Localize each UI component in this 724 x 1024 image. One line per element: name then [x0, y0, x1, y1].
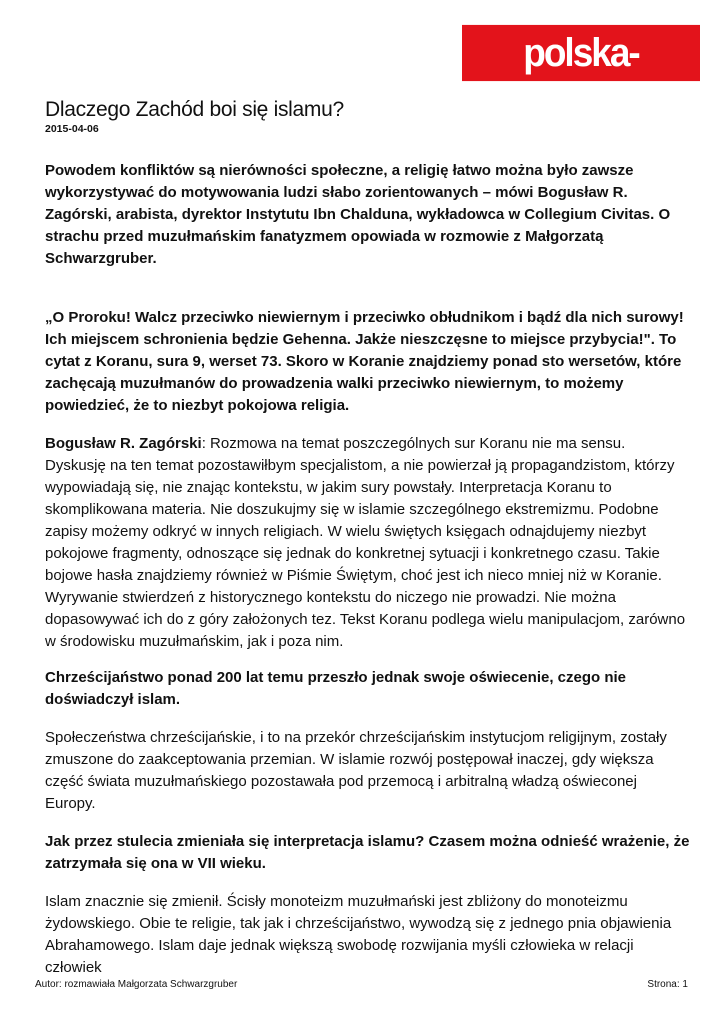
interview-question: Jak przez stulecia zmieniała się interpretacja islamu? Czasem można odnieść wrażenie, że zatrzymała się ona w VII wieku. [45, 833, 690, 872]
article-body [45, 160, 690, 995]
answer-text: : Rozmowa na temat poszczególnych sur Koranu nie ma sensu. Dyskusję na ten temat pozostawiłbym specjalistom, a nie powierzał ją propagandzistom, którzy wypowiadają się, nie znając kontekstu, w jakim sury powstały. Interpretacja Koranu to skomplikowana materia. Nie doszukujmy się w islamie szczególnego ekstremizmu. Podobne zapisy możemy odkryć w innych religiach. W wielu świętych księgach odnajdujemy niezbyt pokojowe fragmenty, odnoszące się jednak do konkretnej sytuacji i konkretnego czasu. Takie bojowe hasła znajdziemy również w Piśmie Świętym, choć jest ich nieco mniej niż w Koranie. Wyrywanie stwierdzeń z historycznego kontekstu do niczego nie prowadzi. Nie można dopasowywać ich do z góry założonych tez. Tekst Koranu podlega wielu manipulacjom, zarówno w środowisku muzułmańskim, jak i poza nim. [45, 435, 686, 650]
speaker-name: Bogusław R. Zagórski [45, 435, 202, 452]
interview-question: „O Proroku! Walcz przeciwko niewiernym i przeciwko obłudnikom i bądź dla nich surowy! Ich miejscem schronienia będzie Gehenna. Jakże nieszczęsne to miejsce przybycia!". To cytat z Koranu, sura 9, werset 73. Skoro w Koranie znajdziemy ponad sto wersetów, które zachęcają muzułmanów do prowadzenia walki przeciwko niewiernym, to możemy powiedzieć, że to niezbyt pokojowa religia. [45, 309, 684, 414]
interview-question: Chrześcijaństwo ponad 200 lat temu przeszło jednak swoje oświecenie, czego nie doświadczył islam. [45, 669, 627, 708]
interview-answer: Społeczeństwa chrześcijańskie, i to na przekór chrześcijańskim instytucjom religijnym, zostały zmuszone do zaakceptowania przemian. W islamie rozwój postępował inaczej, gdy większa część świata muzułmańskiego pozostawała pod przemocą i arbitralną władzą oświeconej Europy. [45, 729, 667, 812]
footer-author: Autor: rozmawiała Małgorzata Schwarzgruber [35, 979, 238, 990]
footer-page-number: Strona: 1 [647, 979, 688, 990]
article-title: Dlaczego Zachód boi się islamu? [45, 98, 344, 121]
interview-answer [45, 433, 690, 653]
article-date: 2015-04-06 [45, 123, 99, 135]
interview-answer: Islam znacznie się zmienił. Ścisły monoteizm muzułmański jest zbliżony do monoteizmu żydowskiego. Obie te religie, tak jak i chrześcijaństwo, wywodzą się z jednego pnia objawienia Abrahamowego. Islam daje jednak większą swobodę rozwijania myśli człowieka w relacji człowiek [45, 893, 672, 976]
site-logo: polska-zbrojna.pl [462, 25, 700, 81]
article-lead: Powodem konfliktów są nierówności społeczne, a religię łatwo można było zawsze wykorzystywać do motywowania ludzi słabo zorientowanych – mówi Bogusław R. Zagórski, arabista, dyrektor Instytutu Ibn Chalduna, wykładowca w Collegium Civitas. O strachu przed muzułmańskim fanatyzmem opowiada w rozmowie z Małgorzatą Schwarzgruber. [45, 162, 671, 267]
